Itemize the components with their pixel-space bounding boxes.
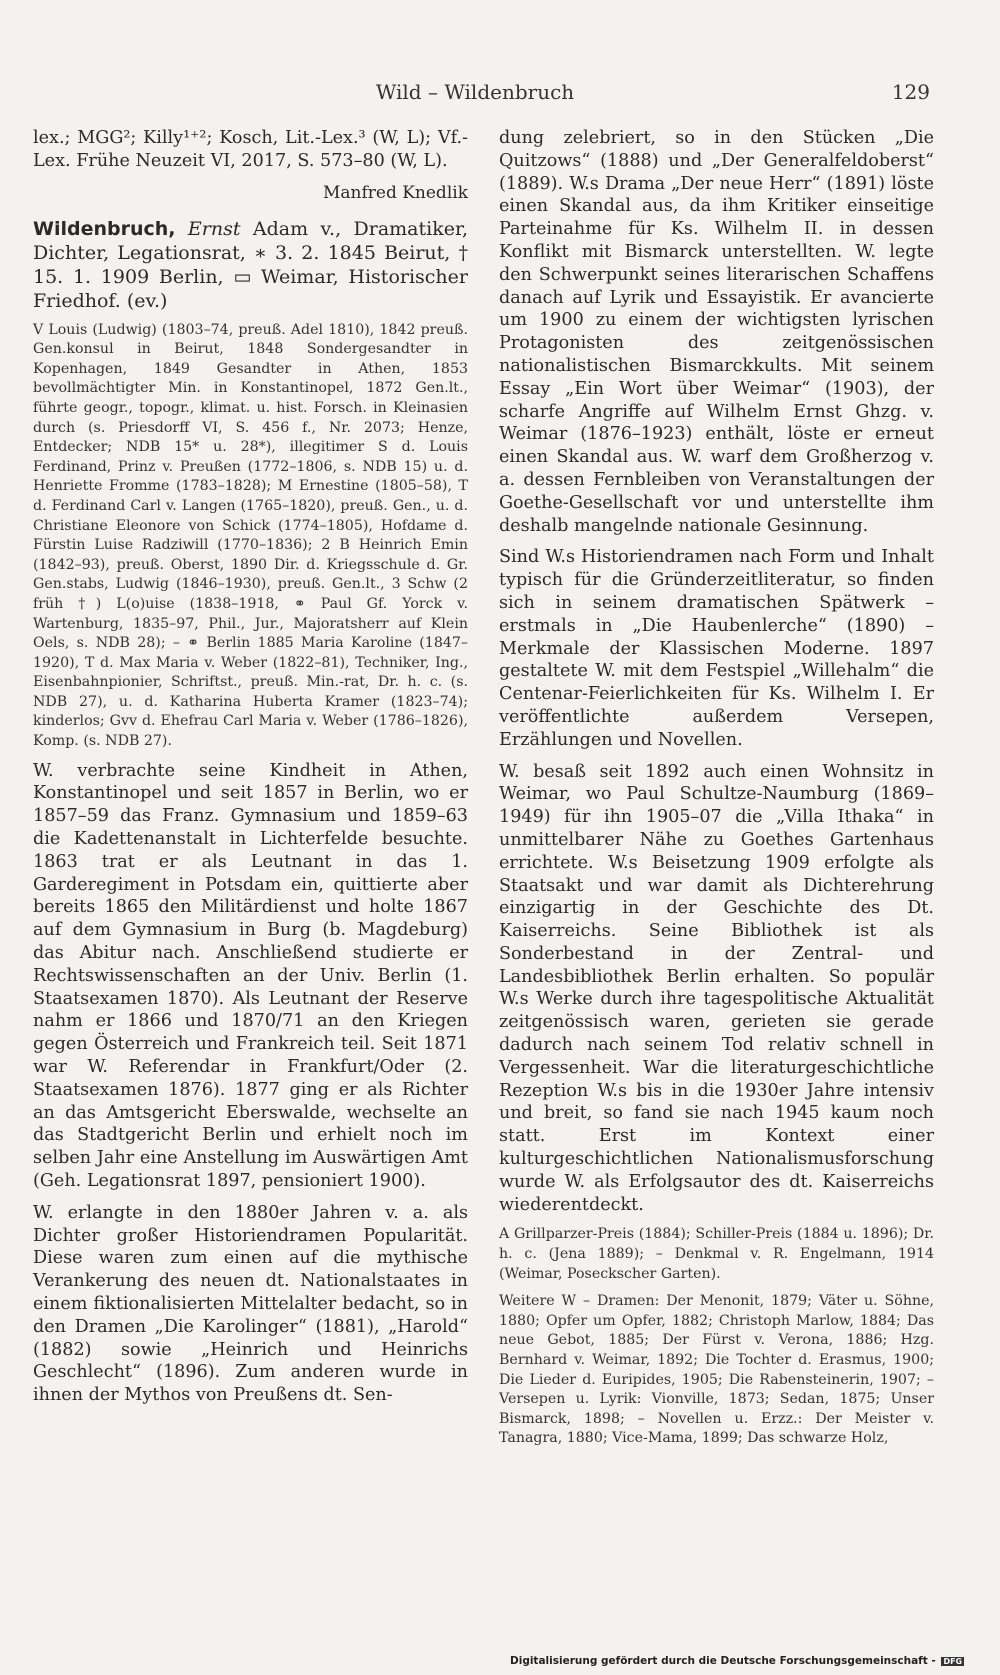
- lemma-details: Adam v., Dramatiker, Dichter, Legationsrat, ∗ 3. 2. 1845 Beirut, † 15. 1. 1909 Berlin, ▭ Weimar, Historischer Friedhof. (ev.): [33, 217, 469, 312]
- digitization-footer: [510, 1655, 998, 1667]
- lemma-given-name: Ernst: [187, 217, 241, 240]
- left-column: [33, 127, 468, 1416]
- footer-text: Digitalisierung gefördert durch die Deutsche Forschungsgemeinschaft -: [510, 1655, 936, 1667]
- lemma-surname: Wildenbruch,: [33, 217, 176, 240]
- entry-lemma: [33, 217, 468, 313]
- previous-entry-bibliography: lex.; MGG²; Killy¹⁺²; Kosch, Lit.-Lex.³ (W, L); Vf.-Lex. Frühe Neuzeit VI, 2017, S. 573–80 (W, L).: [33, 128, 468, 171]
- biography-paragraph-4: Sind W.s Historiendramen nach Form und Inhalt typisch für die Gründerzeitliteratur, so finden sich in seinem dramatischen Spätwerk – erstmals in „Die Haubenlerche“ (1890) – Merkmale der Klassischen Moderne. 1897 gestaltete W. mit dem Festspiel „Willehalm“ die Centenar-Feierlichkeiten für Ks. Wilhelm I. Er veröffentlichte außerdem Versepen, Erzählungen und Novellen.: [499, 547, 934, 750]
- works-paragraph: Weitere W – Dramen: Der Menonit, 1879; Väter u. Söhne, 1880; Opfer um Opfer, 1882; Christoph Marlow, 1884; Das neue Gebot, 1885; Der Fürst v. Verona, 1886; Hzg. Bernhard v. Weimar, 1892; Die Tochter d. Erasmus, 1900; Die Lieder d. Euripides, 1905; Die Rabensteinerin, 1907; – Versepen u. Lyrik: Vionville, 1873; Sedan, 1875; Unser Bismarck, 1898; – Novellen u. Erzz.: Der Meister v. Tanagra, 1880; Vice-Mama, 1899; Das schwarze Holz,: [499, 1293, 934, 1447]
- running-header-title: Wild – Wildenbruch: [375, 80, 575, 104]
- biography-paragraph-5: W. besaß seit 1892 auch einen Wohnsitz in Weimar, wo Paul Schultze-Naumburg (1869–1949) für ihn 1905–07 die „Villa Ithaka“ in unmittelbarer Nähe zu Goethes Gartenhaus errichtete. W.s Beisetzung 1909 erfolgte als Staatsakt und war damit als Dichterehrung einzigartig in der Geschichte des Dt. Kaiserreichs. Seine Bibliothek ist als Sonderbestand in der Zentral- und Landesbibliothek Berlin erhalten. So populär W.s Werke durch ihre tagespolitische Aktualität zeitgenössisch waren, gerieten sie gerade dadurch nach seinem Tod relativ schnell in Vergessenheit. War die literaturgeschichtliche Rezeption W.s bis in die 1930er Jahre intensiv und breit, so fand sie nach 1945 kaum noch statt. Erst im Kontext einer kulturgeschichtlichen Nationalismusforschung wurde W. als Erfolgsautor des dt. Kaiserreichs wiederentdeckt.: [499, 761, 934, 1215]
- genealogy-paragraph: V Louis (Ludwig) (1803–74, preuß. Adel 1810), 1842 preuß. Gen.konsul in Beirut, 1848 Sondergesandter in Kopenhagen, 1849 Gesandter in Athen, 1853 bevollmächtigter Min. in Konstantinopel, 1872 Gen.lt., führte geogr., topogr., klimat. u. hist. Forsch. in Kleinasien durch (s. Priesdorff VI, S. 456 f., Nr. 2073; Henze, Entdecker; NDB 15* u. 28*), illegitimer S d. Louis Ferdinand, Prinz v. Preußen (1772–1806, s. NDB 15) u. d. Henriette Fromme (1783–1828); M Ernestine (1805–58), T d. Ferdinand Carl v. Langen (1765–1820), preuß. Gen., u. d. Christiane Eleonore von Schick (1774–1805), Hofdame d. Fürstin Luise Radziwill (1770–1836); 2 B Heinrich Emin (1842–93), preuß. Oberst, 1890 Dir. d. Kriegsschule d. Gr. Gen.stabs, Ludwig (1846–1930), preuß. Gen.lt., 3 Schw (2 früh †) L(o)uise (1838–1918, ⚭ Paul Gf. Yorck v. Wartenburg, 1835–97, Phil., Jur., Majoratsherr auf Klein Oels, s. NDB 28); – ⚭ Berlin 1885 Maria Karoline (1847–1920), T d. Max Maria v. Weber (1822–81), Techniker, Ing., Eisenbahnpionier, Schriftst., preuß. Min.-rat, Dr. h. c. (s. NDB 27), u. d. Katharina Huberta Kramer (1823–74); kinderlos; Gvv d. Ehefrau Carl Maria v. Weber (1786–1826), Komp. (s. NDB 27).: [33, 321, 468, 750]
- right-column: [499, 127, 934, 1457]
- biography-paragraph-3: dung zelebriert, so in den Stücken „Die Quitzows“ (1888) und „Der Generalfeldoberst“ (1889). W.s Drama „Der neue Herr“ (1891) löste einen Skandal aus, da ihm Kritiker einseitige Parteinahme für Ks. Wilhelm II. in dessen Konflikt mit Bismarck unterstellten. W. legte den Schwerpunkt seines literarischen Schaffens danach auf Lyrik und Essayistik. Er avancierte um 1900 zu einem der wichtigsten lyrischen Protagonisten des zeitgenössischen nationalistischen Bismarckkults. Mit seinem Essay „Ein Wort über Weimar“ (1903), der scharfe Angriffe auf Wilhelm Ernst Ghzg. v. Weimar (1876–1923) enthält, löste er erneut einen Skandal aus. W. warf dem Großherzog v. a. dessen Fernbleiben von Veranstaltungen der Goethe-Gesellschaft vor und unterstellte ihm deshalb mangelnde nationale Gesinnung.: [499, 128, 934, 536]
- previous-entry-author: Manfred Knedlik: [322, 182, 468, 203]
- awards-paragraph: A Grillparzer-Preis (1884); Schiller-Preis (1884 u. 1896); Dr. h. c. (Jena 1889); – Denkmal v. R. Engelmann, 1914 (Weimar, Poseckscher Garten).: [499, 1226, 934, 1282]
- biography-paragraph-1: W. verbrachte seine Kindheit in Athen, Konstantinopel und seit 1857 in Berlin, wo er 1857–59 das Franz. Gymnasium und 1859–63 die Kadettenanstalt in Lichterfelde besuchte. 1863 trat er als Leutnant in das 1. Garderegiment in Potsdam ein, quittierte aber bereits 1865 den Militärdienst und holte 1867 auf dem Gymnasium in Burg (b. Magdeburg) das Abitur nach. Anschließend studierte er Rechtswissenschaften an der Univ. Berlin (1. Staatsexamen 1870). Als Leutnant der Reserve nahm er 1866 und 1870/71 an den Kriegen gegen Österreich und Frankreich teil. Seit 1871 war W. Referendar in Frankfurt/Oder (2. Staatsexamen 1876). 1877 ging er als Richter an das Amtsgericht Eberswalde, wechselte an das Stadtgericht Berlin und erhielt noch im selben Jahr eine Anstellung im Auswärtigen Amt (Geh. Legationsrat 1897, pensioniert 1900).: [33, 760, 468, 1191]
- biography-paragraph-2: W. erlangte in den 1880er Jahren v. a. als Dichter großer Historiendramen Popularität. Diese waren zum einen auf die mythische Verankerung des neuen dt. Nationalstaates in einem fiktionalisierten Mittelalter bedacht, so in den Dramen „Die Karolinger“ (1881), „Harold“ (1882) sowie „Heinrich und Heinrichs Geschlecht“ (1896). Zum anderen wurde in ihnen der Mythos von Preußens dt. Sen-: [33, 1202, 468, 1406]
- page-number: 129: [891, 80, 930, 104]
- dfg-logo: DFG: [943, 1657, 963, 1666]
